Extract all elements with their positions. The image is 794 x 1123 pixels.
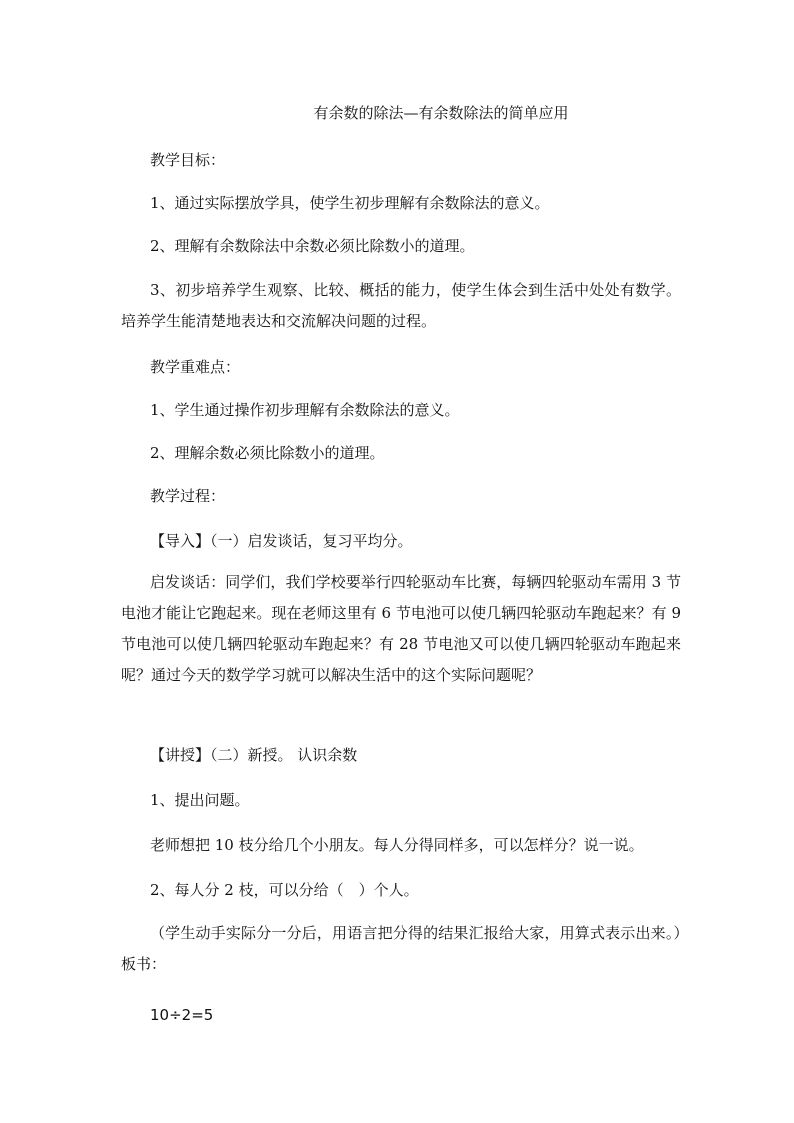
key-point-item-1: 1、学生通过操作初步理解有余数除法的意义。: [150, 401, 460, 419]
document-title: 有余数的除法—有余数除法的简单应用: [313, 104, 569, 122]
step-2-label: 2、每人分 2 枝，可以分给（ ）个人。: [150, 881, 419, 899]
goal-item-1: 1、通过实际摆放学具，使学生初步理解有余数除法的意义。: [150, 194, 550, 212]
goal-item-3: 3、初步培养学生观察、比较、概括的能力，使学生体会到生活中处处有数学。培养学生能清楚地表达和交流解决问题的过程。: [121, 281, 681, 330]
intro-paragraph: 启发谈话：同学们，我们学校要举行四轮驱动车比赛，每辆四轮驱动车需用 3 节电池才能让它跑起来。现在老师这里有 6 节电池可以使几辆四轮驱动车跑起来？有 9 节电池可以使几辆四轮驱动车跑起来？有 28 节电池又可以使几辆四轮驱动车跑起来呢？通过今天的数学学习就可以解决生活中的这个实际问题呢？: [121, 573, 681, 684]
lecture-section-heading: 【讲授】（二）新授。 认识余数: [150, 746, 358, 764]
goals-heading: 教学目标：: [150, 151, 226, 169]
intro-section-heading: 【导入】（一）启发谈话，复习平均分。: [150, 532, 413, 550]
question-text: 老师想把 10 枝分给几个小朋友。每人分得同样多，可以怎样分？说一说。: [150, 836, 644, 854]
formula-text: 10÷2=5: [150, 1006, 214, 1024]
step-1-label: 1、提出问题。: [150, 791, 250, 809]
key-points-heading: 教学重难点：: [150, 358, 241, 376]
goal-item-2: 2、理解有余数除法中余数必须比除数小的道理。: [150, 237, 475, 255]
key-point-item-2: 2、理解余数必须比除数小的道理。: [150, 444, 385, 462]
activity-paragraph: （学生动手实际分一分后，用语言把分得的结果汇报给大家，用算式表示出来。）板书：: [121, 924, 681, 973]
process-heading: 教学过程：: [150, 487, 226, 505]
